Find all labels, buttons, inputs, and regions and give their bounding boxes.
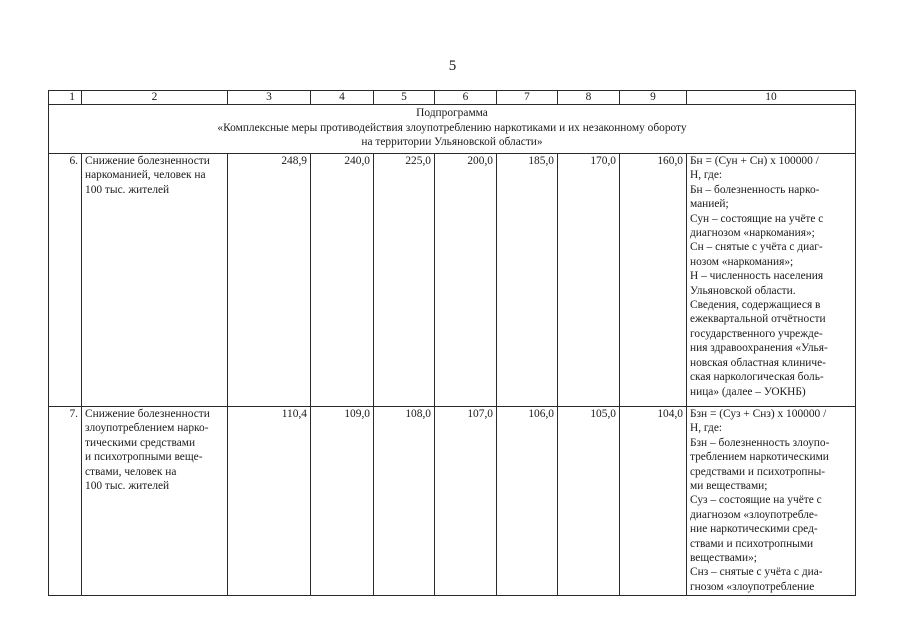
method-line: ежеквартальной отчётности bbox=[690, 313, 826, 326]
subprogram-name-line: на территории Ульяновской области» bbox=[361, 136, 543, 149]
subprogram-row bbox=[49, 105, 856, 154]
method-line: ние наркотическими сред- bbox=[690, 523, 818, 536]
method-line: средствами и психотропны- bbox=[690, 465, 826, 478]
method-line: Снз – снятые с учёта с диа- bbox=[690, 566, 823, 579]
value-cell: 110,4 bbox=[228, 407, 311, 596]
method-line: Сведения, содержащиеся в bbox=[690, 299, 821, 312]
row-number: 6. bbox=[49, 154, 82, 407]
header-cell: 1 bbox=[49, 91, 82, 105]
method-line: государственного учрежде- bbox=[690, 327, 823, 340]
method-line: ми веществами; bbox=[690, 480, 768, 493]
header-cell: 7 bbox=[497, 91, 558, 105]
indicator-name-line: 100 тыс. жителей bbox=[85, 480, 170, 493]
header-cell: 2 bbox=[82, 91, 228, 105]
value-cell: 225,0 bbox=[374, 154, 435, 407]
header-cell: 4 bbox=[311, 91, 374, 105]
method-line: диагнозом «злоупотребле- bbox=[690, 508, 818, 521]
method-line: Н, где: bbox=[690, 169, 723, 182]
value-cell: 109,0 bbox=[311, 407, 374, 596]
value-cell: 248,9 bbox=[228, 154, 311, 407]
indicator-name-line: наркоманией, человек на bbox=[85, 169, 206, 182]
row-number: 7. bbox=[49, 407, 82, 596]
header-cell: 5 bbox=[374, 91, 435, 105]
value-cell: 185,0 bbox=[497, 154, 558, 407]
method-line: Бзн = (Суз + Снз) х 100000 / bbox=[690, 408, 827, 420]
indicator-name-line: тическими средствами bbox=[85, 436, 196, 449]
table-row bbox=[49, 154, 856, 407]
indicator-name-line: и психотропными веще- bbox=[85, 451, 203, 464]
indicator-name bbox=[82, 407, 228, 596]
subprogram-name-line: «Комплексные меры противодействия злоупотреблению наркотиками и их незаконному обороту bbox=[217, 121, 687, 134]
method-line: Бн = (Сун + Сн) х 100000 / bbox=[690, 155, 819, 167]
header-cell: 10 bbox=[687, 91, 856, 105]
method-line: ская наркологическая боль- bbox=[690, 371, 824, 384]
header-cell: 6 bbox=[435, 91, 497, 105]
method-line: Сн – снятые с учёта с диаг- bbox=[690, 241, 823, 254]
page-number: 5 bbox=[448, 58, 457, 74]
indicator-name-line: Снижение болезненности bbox=[85, 155, 210, 167]
method-line: веществами»; bbox=[690, 552, 757, 565]
subprogram-title bbox=[49, 105, 856, 154]
method-line: гнозом «злоупотребление bbox=[690, 580, 815, 593]
method-line: Суз – состоящие на учёте с bbox=[690, 494, 822, 507]
indicator-name-line: Снижение болезненности bbox=[85, 408, 210, 420]
value-cell: 104,0 bbox=[620, 407, 687, 596]
indicator-name-line: 100 тыс. жителей bbox=[85, 183, 170, 196]
method-line: Ульяновской области. bbox=[690, 284, 796, 297]
method-line: ния здравоохранения «Улья- bbox=[690, 342, 828, 355]
method-line: диагнозом «наркомания»; bbox=[690, 227, 815, 240]
indicator-name bbox=[82, 154, 228, 407]
method-line: манией; bbox=[690, 198, 729, 211]
indicators-table bbox=[48, 90, 856, 596]
method-line: ница» (далее – УОКНБ) bbox=[690, 385, 806, 398]
value-cell: 106,0 bbox=[497, 407, 558, 596]
value-cell: 240,0 bbox=[311, 154, 374, 407]
value-cell: 200,0 bbox=[435, 154, 497, 407]
method-line: Бзн – болезненность злоупо- bbox=[690, 436, 830, 449]
subprogram-heading: Подпрограмма bbox=[416, 107, 488, 119]
method-line: новская областная клиниче- bbox=[690, 356, 826, 369]
method-line: ствами и психотропными bbox=[690, 537, 814, 550]
value-cell: 170,0 bbox=[558, 154, 620, 407]
method-line: Сун – состоящие на учёте с bbox=[690, 212, 824, 225]
header-cell: 9 bbox=[620, 91, 687, 105]
method-line: треблением наркотическими bbox=[690, 451, 829, 464]
method-line: нозом «наркомания»; bbox=[690, 255, 794, 268]
header-cell: 3 bbox=[228, 91, 311, 105]
header-cell: 8 bbox=[558, 91, 620, 105]
method-line: Н, где: bbox=[690, 422, 723, 435]
method-line: Бн – болезненность нарко- bbox=[690, 183, 820, 196]
calculation-method bbox=[687, 407, 856, 596]
value-cell: 160,0 bbox=[620, 154, 687, 407]
table-row bbox=[49, 407, 856, 596]
value-cell: 108,0 bbox=[374, 407, 435, 596]
indicator-name-line: ствами, человек на bbox=[85, 465, 177, 478]
header-row bbox=[49, 91, 856, 105]
value-cell: 105,0 bbox=[558, 407, 620, 596]
indicator-name-line: злоупотреблением нарко- bbox=[85, 422, 209, 435]
calculation-method bbox=[687, 154, 856, 407]
value-cell: 107,0 bbox=[435, 407, 497, 596]
method-line: Н – численность населения bbox=[690, 270, 824, 283]
